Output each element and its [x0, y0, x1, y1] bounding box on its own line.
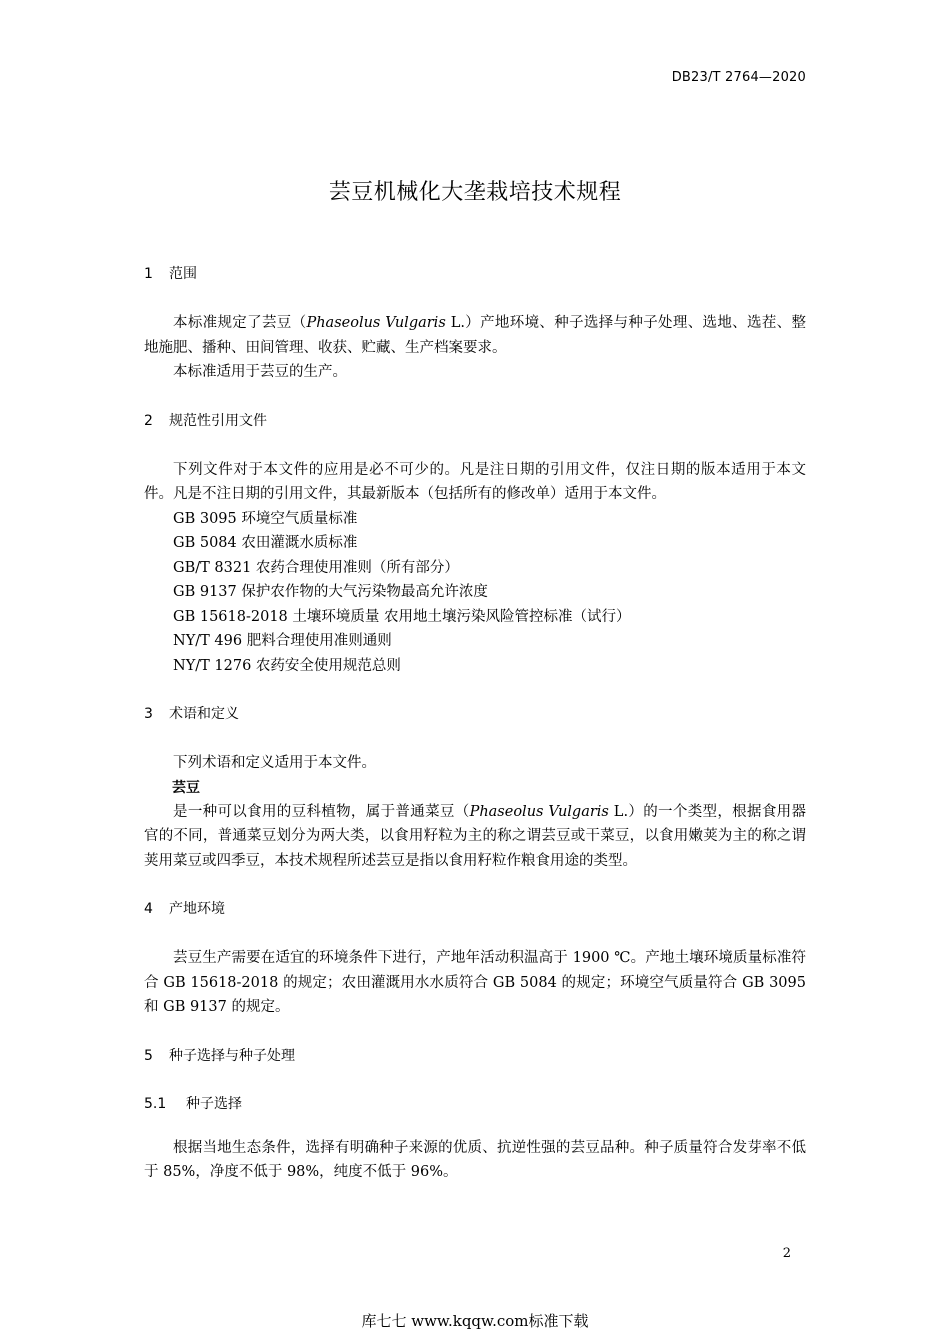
environment-paragraph: 芸豆生产需要在适宜的环境条件下进行，产地年活动积温高于 1900 ℃。产地土壤环境质量标准符合 GB 15618-2018 的规定；农田灌溉用水水质符合 GB 5084 的规定；环境空气质量符合 GB 3095 和 GB 9137 的规定。: [144, 950, 806, 1015]
section-5-heading: [144, 1044, 806, 1068]
section-title: 范围: [169, 266, 197, 282]
seed-selection-paragraph: 根据当地生态条件，选择有明确种子来源的优质、抗逆性强的芸豆品种。种子质量符合发芽率不低于 85%，净度不低于 98%，纯度不低于 96%。: [144, 1139, 806, 1180]
document-code: DB23/T 2764—2020: [671, 70, 806, 85]
section-number: 2: [144, 412, 153, 429]
references-intro: 下列文件对于本文件的应用是必不可少的。凡是注日期的引用文件，仅注日期的版本适用于本文件。凡是不注日期的引用文件，其最新版本（包括所有的修改单）适用于本文件。: [144, 461, 806, 502]
section-number: 3: [144, 706, 153, 722]
reference-item: NY/T 496 肥料合理使用准则通则: [173, 633, 392, 649]
reference-item: GB 5084 农田灌溉水质标准: [173, 535, 358, 551]
scope-paragraph: 本标准规定了芸豆（Phaseolus Vulgaris L.）产地环境、种子选择与种子处理、选地、选茬、整地施肥、播种、田间管理、收获、贮藏、生产档案要求。: [144, 315, 806, 356]
section-title: 产地环境: [169, 901, 225, 917]
reference-item: NY/T 1276 农药安全使用规范总则: [173, 657, 401, 674]
latin-name: Phaseolus Vulgaris: [306, 315, 446, 331]
section-title: 术语和定义: [169, 706, 239, 722]
section-1-heading: [144, 262, 806, 286]
page-number: 2: [782, 1246, 791, 1261]
section-3-heading: [144, 702, 806, 726]
scope-applicability: 本标准适用于芸豆的生产。: [173, 364, 347, 380]
terms-intro: 下列术语和定义适用于本文件。: [173, 755, 376, 771]
document-title: 芸豆机械化大垄栽培技术规程: [328, 180, 622, 205]
document-body: [144, 262, 806, 1185]
section-number: 5: [144, 1047, 153, 1064]
section-number: 4: [144, 901, 153, 917]
section-4-heading: [144, 897, 806, 921]
latin-name: Phaseolus Vulgaris: [469, 803, 609, 820]
reference-item: GB 3095 环境空气质量标准: [173, 510, 358, 527]
reference-item: GB 15618-2018 土壤环境质量 农用地土壤污染风险管控标准（试行）: [173, 608, 631, 625]
section-title: 种子选择与种子处理: [169, 1047, 295, 1064]
section-number: 1: [144, 266, 153, 282]
section-5-1-heading: [144, 1092, 806, 1116]
section-title: 种子选择: [186, 1095, 242, 1112]
reference-item: GB/T 8321 农药合理使用准则（所有部分）: [173, 559, 459, 576]
term-name: 芸豆: [172, 779, 200, 796]
section-number: 5.1: [144, 1095, 167, 1112]
watermark-text: 库七七 www.kqqw.com标准下载: [361, 1312, 589, 1330]
reference-item: GB 9137 保护农作物的大气污染物最高允许浓度: [173, 584, 488, 600]
section-title: 规范性引用文件: [169, 412, 267, 429]
term-definition: 是一种可以食用的豆科植物，属于普通菜豆（Phaseolus Vulgaris L.）的一个类型，根据食用器官的不同，普通菜豆划分为两大类，以食用籽粒为主的称之谓芸豆或干菜豆，以食用嫩荚为主的称之谓荚用菜豆或四季豆，本技术规程所述芸豆是指以食用籽粒作粮食用途的类型。: [144, 803, 806, 869]
section-2-heading: [144, 409, 806, 433]
